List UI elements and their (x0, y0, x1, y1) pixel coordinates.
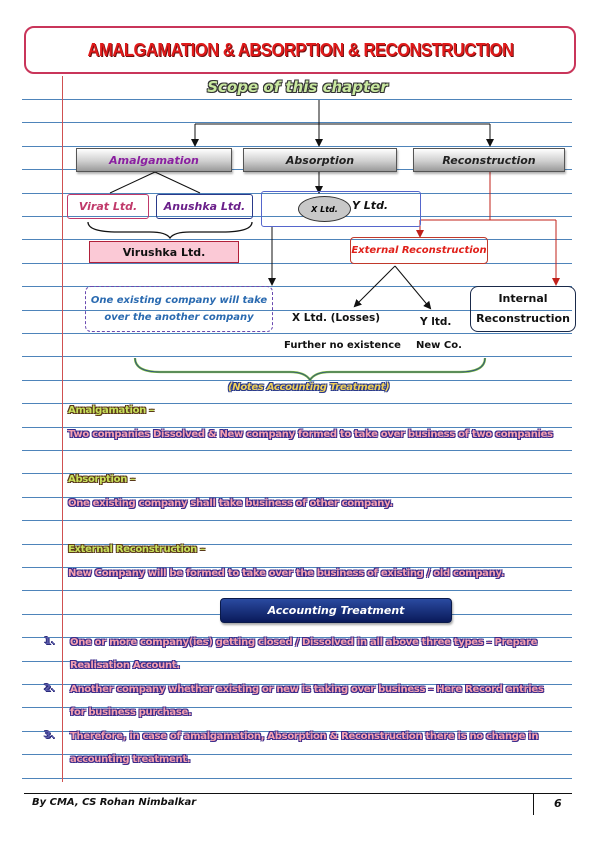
point-1-line-1: One or more company(ies) getting closed / Dissolved in all above three types – Prepare (70, 637, 538, 648)
point-2-line-1: Another company whether existing or new is taking over business – Here Record entries (70, 684, 544, 695)
page-number: 6 (554, 797, 562, 810)
new-company-label: Y ltd. (420, 316, 452, 328)
internal-line-2: Reconstruction (476, 312, 570, 325)
virushka-ltd-box: Virushka Ltd. (89, 241, 239, 263)
definition-text-external: New Company will be formed to take over the business of existing / old company. (68, 568, 505, 579)
point-number-3: 3. (44, 730, 55, 741)
virat-ltd-box: Virat Ltd. (67, 194, 149, 219)
footer-rule (24, 793, 572, 794)
amalgamation-box: Amalgamation (76, 148, 232, 172)
definition-heading-external: External Reconstruction – (68, 544, 205, 555)
point-number-2: 2. (44, 683, 55, 694)
x-ltd-ellipse: X Ltd. (298, 196, 351, 222)
merge-brace (88, 222, 252, 238)
internal-reconstruction-box (470, 286, 576, 332)
scope-heading: Scope of this chapter (207, 78, 388, 96)
absorption-note-box (85, 286, 273, 332)
definition-text-amalgamation: Two companies Dissolved & New company formed to take over business of two companies (68, 429, 553, 440)
reconstruction-box: Reconstruction (413, 148, 565, 172)
y-ltd-label: Y Ltd. (352, 199, 389, 212)
summary-brace (135, 358, 485, 380)
internal-line-1: Internal (498, 292, 548, 305)
definition-heading-absorption: Absorption – (68, 474, 135, 485)
definition-heading-amalgamation: Amalgamation – (68, 405, 154, 416)
amalgamation-split-left (110, 172, 155, 193)
definition-text-absorption: One existing company shall take business of other company. (68, 498, 393, 509)
external-reconstruction-box: External Reconstruction (350, 237, 488, 264)
absorption-box: Absorption (243, 148, 397, 172)
old-company-status: Further no existence (284, 340, 401, 351)
new-company-status: New Co. (416, 340, 462, 351)
arrow-to-old-company (355, 266, 395, 306)
point-3-line-1: Therefore, in case of amalgamation, Absorption & Reconstruction there is no change in (70, 731, 539, 742)
point-3-line-2: accounting treatment. (70, 754, 191, 765)
brace-note: (Notes Accounting Treatment) (228, 382, 390, 393)
arrow-to-new-company (395, 266, 430, 308)
page-title: AMALGAMATION & ABSORPTION & RECONSTRUCTION (87, 39, 513, 60)
anushka-ltd-box: Anushka Ltd. (156, 194, 253, 219)
accounting-treatment-banner: Accounting Treatment (220, 598, 452, 623)
absorption-note-line-2: over the another company (104, 312, 254, 323)
footer-divider (533, 793, 534, 815)
footer-author: By CMA, CS Rohan Nimbalkar (32, 797, 197, 808)
old-company-label: X Ltd. (Losses) (292, 312, 380, 324)
point-2-line-2: for business purchase. (70, 707, 192, 718)
amalgamation-split-right (155, 172, 200, 193)
absorption-note-line-1: One existing company will take (90, 295, 268, 306)
point-1-line-2: Realisation Account. (70, 660, 180, 671)
point-number-1: 1. (44, 636, 55, 647)
